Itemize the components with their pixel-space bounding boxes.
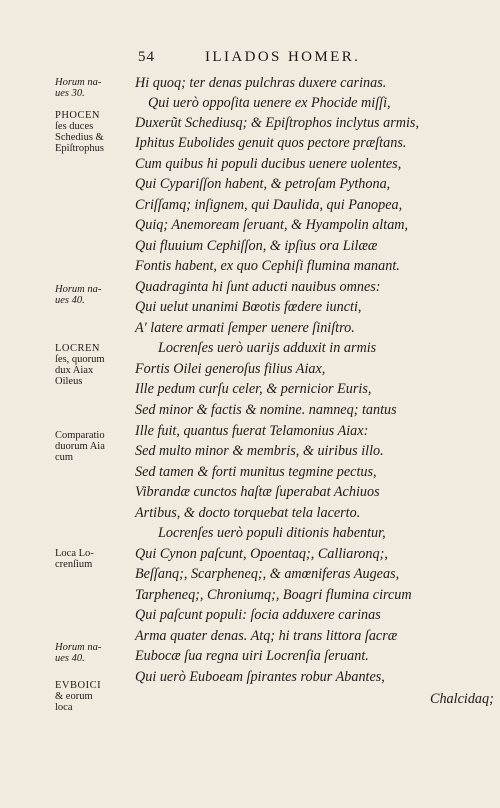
verse-line: Fortis Oilei generoſus filius Aiax,	[135, 361, 326, 377]
verse-line: Qui uerò oppoſita uenere ex Phocide miſſi,	[148, 95, 391, 111]
verse-line: Quiq; Anemoream ſeruant, & Hyampolin altam,	[135, 217, 409, 233]
page-number: 54	[138, 49, 155, 65]
margin-note: PHOCEN ſes duces Schedius & Epiſtrophus	[55, 110, 104, 154]
verse-line: Cum quibus hi populi ducibus uenere uolentes,	[135, 156, 402, 172]
margin-note: EVBOICI & eorum loca	[55, 680, 102, 713]
verse-line: Quadraginta hi ſunt aducti nauibus omnes:	[135, 279, 381, 295]
catchword: Chalcidaq;	[430, 691, 494, 707]
page-header	[0, 48, 500, 74]
verse-line: Qui uerò Euboeam ſpirantes robur Abantes,	[135, 669, 385, 685]
verse-line: Tarpheneq;, Chroniumq;, Boagri flumina circum	[135, 587, 412, 603]
verse-line: Locrenſes uerò populi ditionis habentur,	[158, 525, 386, 541]
verse-line: Qui fluuium Cephiſſon, & ipſius ora Lilææ	[135, 238, 378, 254]
verse-line: Artibus, & docto torquebat tela lacerto.	[135, 505, 361, 521]
verse-line: Locrenſes uerò uarijs adduxit in armis	[158, 340, 377, 356]
verse-line: Vibrandæ cunctos haſtæ ſuperabat Achiuos	[135, 484, 380, 500]
verse-line: Arma quater denas. Atq; hi trans littora ſacræ	[135, 628, 398, 644]
margin-note: LOCREN ſes, quorum dux Aiax Oileus	[55, 343, 105, 387]
margin-note: Horum na- ues 40.	[55, 284, 102, 306]
verse-line: Hi quoq; ter denas pulchras duxere carinas.	[135, 75, 387, 91]
verse-line: Qui paſcunt populi: ſocia adduxere carinas	[135, 607, 381, 623]
verse-line: Qui Cypariſſon habent, & petroſam Pythona,	[135, 176, 391, 192]
margin-note: Loca Lo- crenſium	[55, 548, 94, 570]
verse-line: Criſſamq; inſignem, qui Daulida, qui Panopea,	[135, 197, 403, 213]
verse-line: A' latere armati ſemper uenere ſiniſtro.	[135, 320, 355, 336]
verse-line: Beſſanq;, Scarpheneq;, & amœniferas Augeas,	[135, 566, 400, 582]
margin-note: Horum na- ues 30.	[55, 77, 102, 99]
margin-note: Horum na- ues 40.	[55, 642, 102, 664]
verse-line: Eubocæ ſua regna uiri Locrenſia ſeruant.	[135, 648, 369, 664]
margin-note: Comparatio duorum Aia cum	[55, 430, 105, 463]
verse-line: Ille fuit, quantus fuerat Telamonius Aiax:	[135, 423, 369, 439]
verse-line: Sed multo minor & membris, & uiribus illo.	[135, 443, 384, 459]
verse-line: Duxerũt Schediusq; & Epiſtrophos inclytus armis,	[135, 115, 419, 131]
verse-line: Sed tamen & forti munitus tegmine pectus,	[135, 464, 377, 480]
verse-line: Fontis habent, ex quo Cephiſi flumina manant.	[135, 258, 400, 274]
verse-line: Sed minor & factis & nomine. namneq; tantus	[135, 402, 397, 418]
verse-line: Qui Cynon paſcunt, Opoentaq;, Calliaronq;,	[135, 546, 388, 562]
running-title: ILIADOS HOMER.	[205, 49, 361, 65]
verse-line: Ille pedum curſu celer, & pernicior Euris,	[135, 381, 372, 397]
verse-line: Iphitus Eubolides genuit quos pectore præſtans.	[135, 135, 407, 151]
verse-line: Qui uelut unanimi Bœotis fœdere iuncti,	[135, 299, 362, 315]
